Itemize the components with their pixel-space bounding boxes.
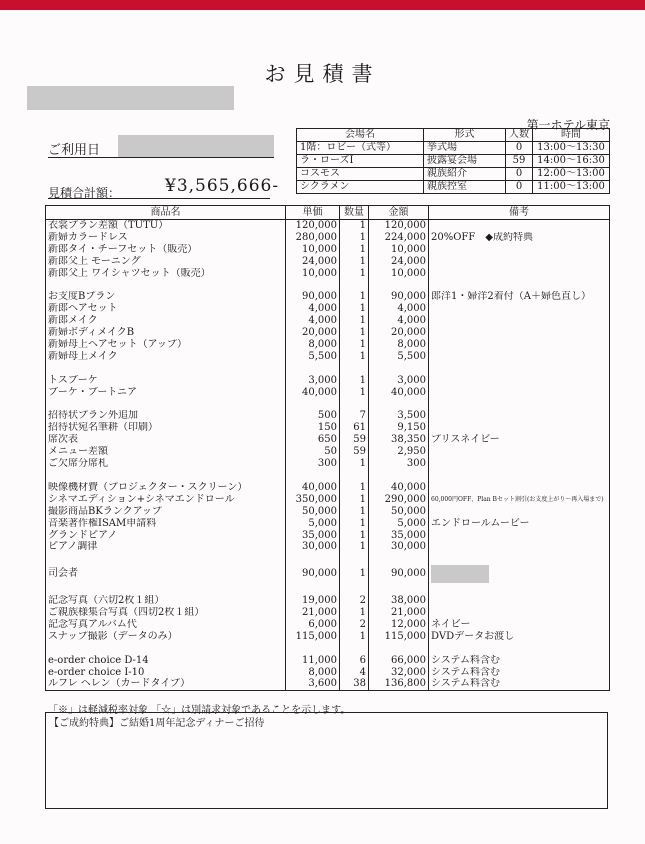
item-qty: 1 xyxy=(340,518,369,530)
item-remark xyxy=(429,530,610,542)
item-price: 50,000 xyxy=(286,506,340,518)
item-amount: 10,000 xyxy=(369,268,429,280)
item-amount: 300 xyxy=(369,458,429,470)
item-price: 4,000 xyxy=(286,303,340,315)
item-remark xyxy=(429,375,610,387)
item-remark xyxy=(429,541,610,553)
item-price: 280,000 xyxy=(286,232,340,244)
item-price: 24,000 xyxy=(286,256,340,268)
item-spacer-row xyxy=(46,470,610,482)
item-price: 40,000 xyxy=(286,482,340,494)
venue-row xyxy=(297,181,610,194)
item-amount: 40,000 xyxy=(369,387,429,399)
item-remark xyxy=(429,595,610,607)
item-row xyxy=(46,244,610,256)
item-remark: 20%OFF ◆成約特典 xyxy=(429,232,610,244)
item-name: 席次表 xyxy=(46,434,286,446)
item-price xyxy=(286,583,340,595)
item-remark: ネイビー xyxy=(429,619,610,631)
hotel-name: 第一ホテル東京 xyxy=(526,118,610,132)
item-amount xyxy=(369,583,429,595)
footnote: 「※」は軽減税率対象 「☆」は別請求対象であることを示します。 xyxy=(48,705,351,716)
item-qty: 6 xyxy=(340,655,369,667)
item-spacer-row xyxy=(46,280,610,292)
item-qty: 2 xyxy=(340,619,369,631)
item-remark xyxy=(429,315,610,327)
redacted-remark xyxy=(431,565,489,583)
item-price: 8,000 xyxy=(286,667,340,679)
item-qty xyxy=(340,553,369,565)
item-remark: システム料含む xyxy=(429,667,610,679)
item-price: 19,000 xyxy=(286,595,340,607)
item-qty: 59 xyxy=(340,434,369,446)
total-underline xyxy=(48,198,270,199)
item-name: 招待状プラン外追加 xyxy=(46,410,286,422)
item-remark xyxy=(429,327,610,339)
item-amount: 24,000 xyxy=(369,256,429,268)
item-price: 300 xyxy=(286,458,340,470)
item-price: 4,000 xyxy=(286,315,340,327)
redacted-customer-name xyxy=(27,86,234,110)
venue-time: 14:00〜16:30 xyxy=(533,155,610,168)
item-row xyxy=(46,518,610,530)
item-price: 350,000 xyxy=(286,494,340,506)
item-qty: 1 xyxy=(340,494,369,506)
item-row xyxy=(46,619,610,631)
items-col-qty: 数量 xyxy=(340,206,369,220)
venue-people: 0 xyxy=(506,168,533,181)
item-row xyxy=(46,256,610,268)
item-remark: システム料含む xyxy=(429,655,610,667)
item-row xyxy=(46,303,610,315)
item-name: ご欠席分席札 xyxy=(46,458,286,470)
item-name: 新郎父上 モーニング xyxy=(46,256,286,268)
item-price xyxy=(286,553,340,565)
item-name: シネマエディション+シネマエンドロール xyxy=(46,494,286,506)
item-amount: 3,000 xyxy=(369,375,429,387)
item-row xyxy=(46,482,610,494)
item-row xyxy=(46,410,610,422)
item-remark xyxy=(429,607,610,619)
items-col-price: 単価 xyxy=(286,206,340,220)
item-price: 115,000 xyxy=(286,631,340,643)
item-amount xyxy=(369,363,429,375)
item-row xyxy=(46,458,610,470)
item-qty xyxy=(340,470,369,482)
item-remark xyxy=(429,553,610,565)
item-remark xyxy=(429,303,610,315)
venue-col-name: 会場名 xyxy=(297,129,424,142)
item-name: グランドピアノ xyxy=(46,530,286,542)
item-name: 記念写真（六切2枚１組） xyxy=(46,595,286,607)
item-name: 招待状宛名筆耕（印刷） xyxy=(46,422,286,434)
venue-table xyxy=(296,128,610,194)
item-remark xyxy=(429,244,610,256)
item-row xyxy=(46,494,610,506)
item-amount: 2,950 xyxy=(369,446,429,458)
top-accent-bar xyxy=(0,0,645,10)
item-amount: 9,150 xyxy=(369,422,429,434)
item-qty: 2 xyxy=(340,595,369,607)
item-amount xyxy=(369,470,429,482)
venue-people: 59 xyxy=(506,155,533,168)
item-name: メニュー差額 xyxy=(46,446,286,458)
item-row xyxy=(46,667,610,679)
venue-format: 挙式場 xyxy=(424,142,506,155)
item-name: 新婦ボディメイクB xyxy=(46,327,286,339)
item-row xyxy=(46,655,610,667)
venue-name: コスモス xyxy=(297,168,424,181)
item-qty: 1 xyxy=(340,607,369,619)
item-row xyxy=(46,351,610,363)
item-remark xyxy=(429,565,610,583)
item-amount xyxy=(369,399,429,411)
venue-format: 披露宴会場 xyxy=(424,155,506,168)
item-name xyxy=(46,643,286,655)
item-row xyxy=(46,631,610,643)
item-remark xyxy=(429,363,610,375)
venue-format: 親族控室 xyxy=(424,181,506,194)
item-amount: 224,000 xyxy=(369,232,429,244)
item-name: 新郎メイク xyxy=(46,315,286,327)
item-qty: 1 xyxy=(340,339,369,351)
item-name xyxy=(46,280,286,292)
total-label: 見積合計額： xyxy=(48,186,121,200)
item-price: 90,000 xyxy=(286,565,340,583)
items-col-amount: 金額 xyxy=(369,206,429,220)
venue-col-time: 時間 xyxy=(533,129,610,142)
item-row xyxy=(46,327,610,339)
item-qty: 1 xyxy=(340,327,369,339)
item-row xyxy=(46,446,610,458)
item-name: 新郎父上 ワイシャツセット（販売） xyxy=(46,268,286,280)
item-qty: 1 xyxy=(340,232,369,244)
item-price: 3,600 xyxy=(286,678,340,690)
item-spacer-row xyxy=(46,363,610,375)
item-name: 新婦カラードレス xyxy=(46,232,286,244)
item-qty xyxy=(340,363,369,375)
item-amount: 12,000 xyxy=(369,619,429,631)
item-spacer-row xyxy=(46,583,610,595)
items-table xyxy=(45,205,610,691)
item-name xyxy=(46,583,286,595)
item-row xyxy=(46,530,610,542)
item-name xyxy=(46,470,286,482)
item-name xyxy=(46,363,286,375)
item-amount: 115,000 xyxy=(369,631,429,643)
item-price xyxy=(286,280,340,292)
item-price: 40,000 xyxy=(286,387,340,399)
item-qty: 1 xyxy=(340,220,369,232)
item-price: 10,000 xyxy=(286,268,340,280)
item-remark xyxy=(429,506,610,518)
item-row xyxy=(46,434,610,446)
item-name: 新郎タイ・チーフセット（販売） xyxy=(46,244,286,256)
venue-name: 1階：ロビー（式等） xyxy=(297,142,424,155)
usage-date-label: ご利用日 xyxy=(48,143,101,158)
venue-people: 0 xyxy=(506,181,533,194)
item-name: e-order choice D-14 xyxy=(46,655,286,667)
item-row xyxy=(46,268,610,280)
item-price: 500 xyxy=(286,410,340,422)
item-amount: 5,500 xyxy=(369,351,429,363)
item-remark xyxy=(429,220,610,232)
item-qty: 38 xyxy=(340,678,369,690)
item-amount: 5,000 xyxy=(369,518,429,530)
item-row xyxy=(46,232,610,244)
item-price: 50 xyxy=(286,446,340,458)
item-qty: 1 xyxy=(340,375,369,387)
item-spacer-row xyxy=(46,643,610,655)
item-remark xyxy=(429,643,610,655)
item-qty: 1 xyxy=(340,631,369,643)
item-qty: 1 xyxy=(340,244,369,256)
total-value: ¥3,565,666- xyxy=(165,176,280,196)
item-price: 120,000 xyxy=(286,220,340,232)
item-name: トスブーケ xyxy=(46,375,286,387)
redacted-usage-date xyxy=(118,135,274,157)
item-price: 3,000 xyxy=(286,375,340,387)
item-qty: 1 xyxy=(340,303,369,315)
item-name: 映像機材費（プロジェクター・スクリーン） xyxy=(46,482,286,494)
item-remark: 郎洋1・婦洋2着付（A＋婦色直し） xyxy=(429,291,610,303)
page-title: お見積書 xyxy=(264,62,381,86)
item-remark: プリスネイビー xyxy=(429,434,610,446)
item-price: 21,000 xyxy=(286,607,340,619)
item-price xyxy=(286,470,340,482)
item-amount: 8,000 xyxy=(369,339,429,351)
items-col-name: 商品名 xyxy=(46,206,286,220)
item-remark xyxy=(429,410,610,422)
venue-time: 11:00〜13:00 xyxy=(533,181,610,194)
item-amount: 66,000 xyxy=(369,655,429,667)
item-row xyxy=(46,422,610,434)
item-price: 20,000 xyxy=(286,327,340,339)
item-row xyxy=(46,315,610,327)
item-price xyxy=(286,643,340,655)
item-qty xyxy=(340,399,369,411)
item-remark xyxy=(429,351,610,363)
item-spacer-row xyxy=(46,553,610,565)
item-amount: 3,500 xyxy=(369,410,429,422)
item-price: 650 xyxy=(286,434,340,446)
item-price: 5,500 xyxy=(286,351,340,363)
item-amount: 4,000 xyxy=(369,315,429,327)
item-name xyxy=(46,553,286,565)
item-price: 6,000 xyxy=(286,619,340,631)
item-qty: 4 xyxy=(340,667,369,679)
item-amount: 40,000 xyxy=(369,482,429,494)
item-qty xyxy=(340,583,369,595)
items-col-remark: 備考 xyxy=(429,206,610,220)
item-name: 新婦母上メイク xyxy=(46,351,286,363)
item-qty: 1 xyxy=(340,506,369,518)
item-price: 150 xyxy=(286,422,340,434)
item-price: 5,000 xyxy=(286,518,340,530)
item-amount: 136,800 xyxy=(369,678,429,690)
item-amount: 90,000 xyxy=(369,565,429,583)
item-price: 8,000 xyxy=(286,339,340,351)
item-qty xyxy=(340,280,369,292)
item-qty: 1 xyxy=(340,256,369,268)
item-row xyxy=(46,220,610,232)
venue-people: 0 xyxy=(506,142,533,155)
item-amount xyxy=(369,553,429,565)
item-row xyxy=(46,565,610,583)
item-amount: 50,000 xyxy=(369,506,429,518)
item-remark xyxy=(429,399,610,411)
item-row xyxy=(46,375,610,387)
item-remark xyxy=(429,268,610,280)
item-qty: 1 xyxy=(340,565,369,583)
item-amount: 35,000 xyxy=(369,530,429,542)
venue-row xyxy=(297,168,610,181)
item-name: 司会者 xyxy=(46,565,286,583)
item-qty: 1 xyxy=(340,482,369,494)
item-name xyxy=(46,399,286,411)
item-remark xyxy=(429,446,610,458)
item-amount: 38,350 xyxy=(369,434,429,446)
item-qty: 1 xyxy=(340,541,369,553)
item-name: 新婦母上ヘアセット（アップ） xyxy=(46,339,286,351)
item-name: 音楽著作権ISAM申請料 xyxy=(46,518,286,530)
item-remark xyxy=(429,583,610,595)
item-name: ピアノ調律 xyxy=(46,541,286,553)
item-amount: 30,000 xyxy=(369,541,429,553)
item-row xyxy=(46,678,610,690)
venue-row xyxy=(297,155,610,168)
item-qty: 1 xyxy=(340,530,369,542)
item-amount: 21,000 xyxy=(369,607,429,619)
item-price: 11,000 xyxy=(286,655,340,667)
item-remark xyxy=(429,458,610,470)
item-qty: 1 xyxy=(340,315,369,327)
item-price xyxy=(286,399,340,411)
item-qty: 1 xyxy=(340,458,369,470)
item-name: ルフレ ヘレン（カードタイプ） xyxy=(46,678,286,690)
item-row xyxy=(46,291,610,303)
item-remark: DVDデータお渡し xyxy=(429,631,610,643)
item-remark xyxy=(429,482,610,494)
item-qty xyxy=(340,643,369,655)
item-amount xyxy=(369,280,429,292)
item-amount: 38,000 xyxy=(369,595,429,607)
item-amount: 20,000 xyxy=(369,327,429,339)
item-amount: 290,000 xyxy=(369,494,429,506)
item-name: 記念写真アルバム代 xyxy=(46,619,286,631)
item-qty: 59 xyxy=(340,446,369,458)
item-amount: 32,000 xyxy=(369,667,429,679)
item-remark xyxy=(429,470,610,482)
item-price: 30,000 xyxy=(286,541,340,553)
venue-col-format: 形式 xyxy=(424,129,506,142)
venue-name: ラ・ローズⅠ xyxy=(297,155,424,168)
item-row xyxy=(46,506,610,518)
venue-time: 12:00〜13:00 xyxy=(533,168,610,181)
item-remark xyxy=(429,339,610,351)
item-amount: 10,000 xyxy=(369,244,429,256)
venue-header-row xyxy=(297,129,610,142)
venue-name: シクラメン xyxy=(297,181,424,194)
item-row xyxy=(46,595,610,607)
venue-col-people: 人数 xyxy=(506,129,533,142)
item-name: ブーケ・ブートニア xyxy=(46,387,286,399)
item-price xyxy=(286,363,340,375)
item-name: 撮影商品BKランクアップ xyxy=(46,506,286,518)
item-qty: 1 xyxy=(340,351,369,363)
item-qty: 61 xyxy=(340,422,369,434)
item-name: スナップ撮影（データのみ） xyxy=(46,631,286,643)
item-qty: 1 xyxy=(340,291,369,303)
item-amount: 4,000 xyxy=(369,303,429,315)
special-benefit-text: 【ご成約特典】ご結婚1周年記念ディナーご招待 xyxy=(49,718,265,729)
item-qty: 1 xyxy=(340,387,369,399)
item-row xyxy=(46,387,610,399)
item-remark xyxy=(429,387,610,399)
item-spacer-row xyxy=(46,399,610,411)
item-remark: エンドロールムービー xyxy=(429,518,610,530)
venue-row xyxy=(297,142,610,155)
venue-time: 13:00〜13:30 xyxy=(533,142,610,155)
item-qty: 1 xyxy=(340,268,369,280)
item-remark xyxy=(429,422,610,434)
item-amount: 120,000 xyxy=(369,220,429,232)
item-remark xyxy=(429,256,610,268)
venue-format: 親族紹介 xyxy=(424,168,506,181)
item-price: 10,000 xyxy=(286,244,340,256)
item-amount xyxy=(369,643,429,655)
item-name: 衣裳プラン差額（TUTU） xyxy=(46,220,286,232)
item-price: 35,000 xyxy=(286,530,340,542)
item-remark: 60,000円OFF、Plan Bセット割引(お支度上がり〜再入場まで) xyxy=(429,494,610,506)
item-price: 90,000 xyxy=(286,291,340,303)
item-amount: 90,000 xyxy=(369,291,429,303)
item-name: ご親族様集合写真（四切2枚１組） xyxy=(46,607,286,619)
special-benefit-box xyxy=(45,712,608,809)
item-row xyxy=(46,339,610,351)
item-qty: 7 xyxy=(340,410,369,422)
item-row xyxy=(46,541,610,553)
item-remark: システム料含む xyxy=(429,678,610,690)
item-remark xyxy=(429,280,610,292)
item-row xyxy=(46,607,610,619)
item-name: 新郎ヘアセット xyxy=(46,303,286,315)
item-name: e-order choice I-10 xyxy=(46,667,286,679)
items-header-row xyxy=(46,206,610,220)
item-name: お支度Bプラン xyxy=(46,291,286,303)
